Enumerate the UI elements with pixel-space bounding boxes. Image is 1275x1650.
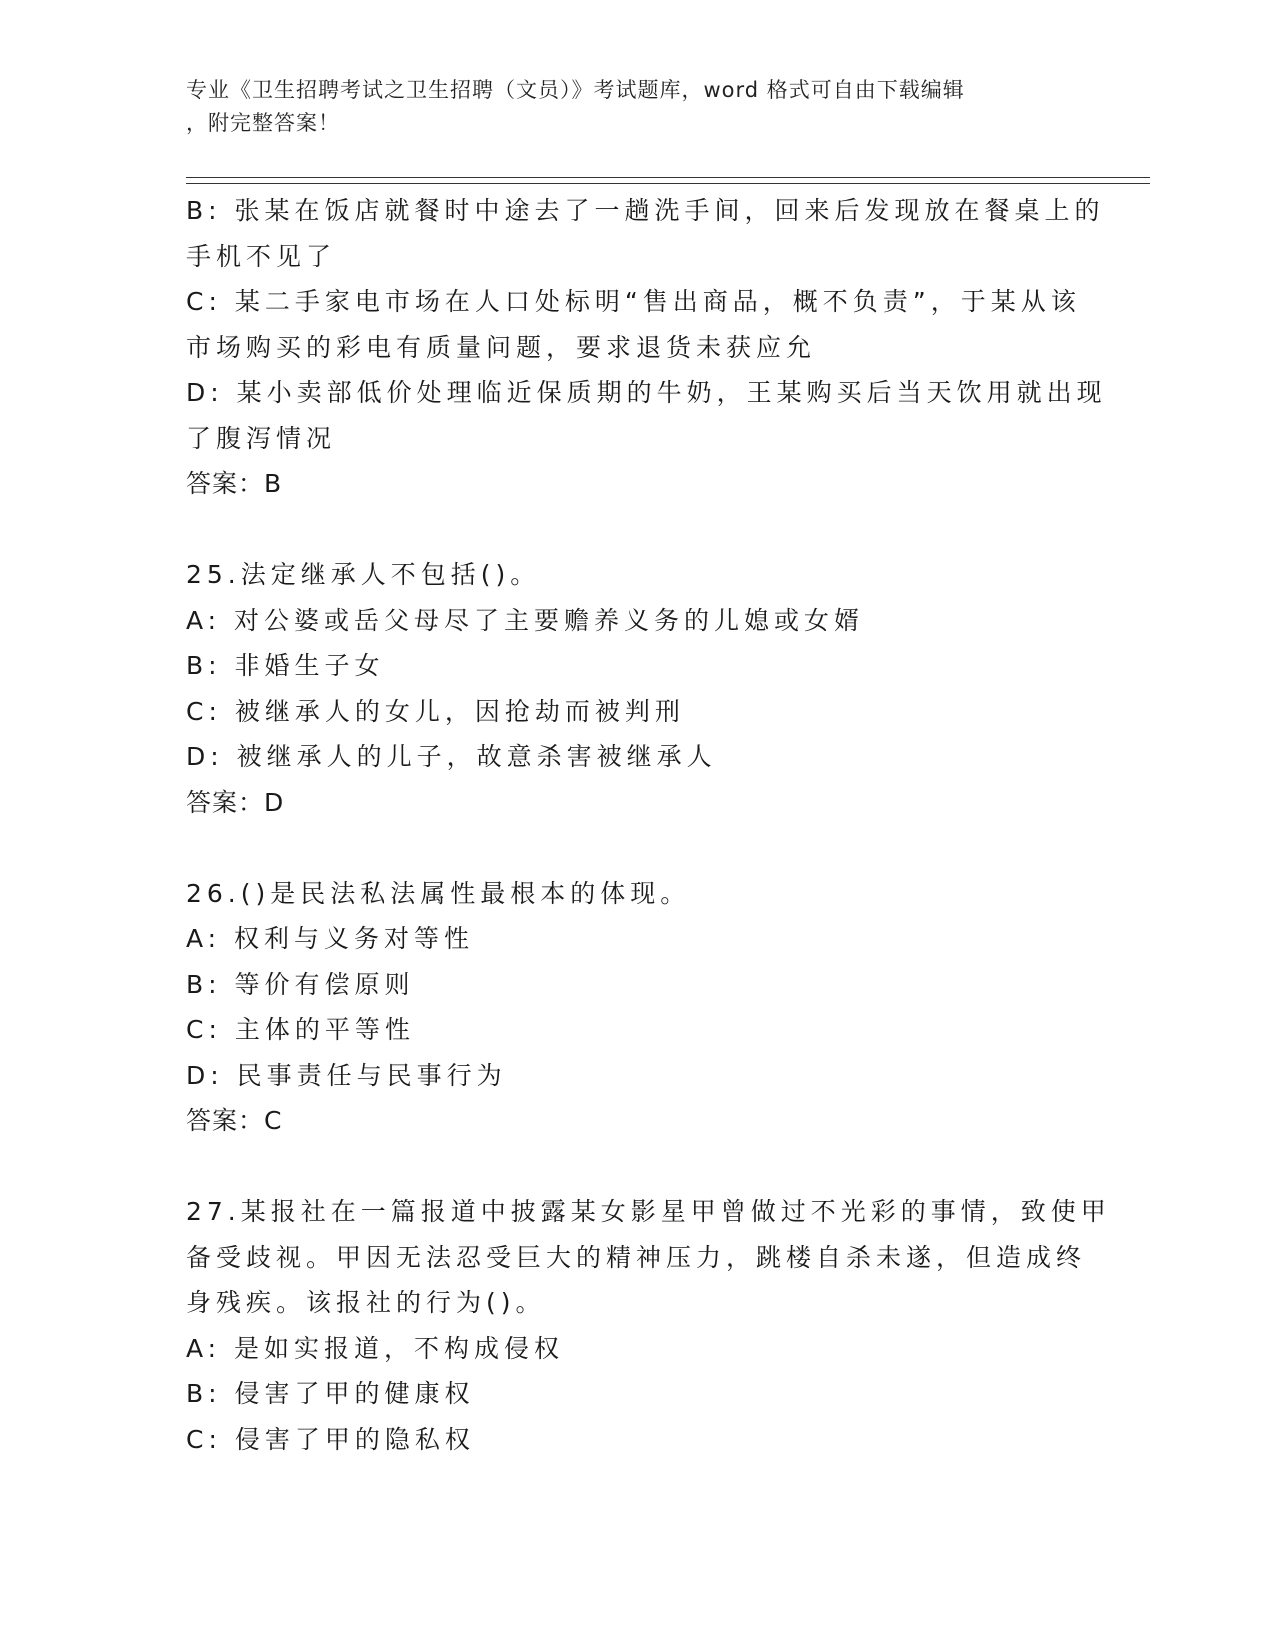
header-divider-bottom xyxy=(186,183,1150,184)
question-stem-line-1: 27.某报社在一篇报道中披露某女影星甲曾做过不光彩的事情，致使甲 xyxy=(186,1197,1111,1226)
document-body xyxy=(186,188,1111,1462)
option-b: B: 等价有偿原则 xyxy=(186,969,415,999)
question-block-prev xyxy=(186,188,1107,507)
spacer xyxy=(186,825,1086,871)
header-line-1: 专业《卫生招聘考试之卫生招聘（文员）》考试题库，word 格式可自由下载编辑 xyxy=(186,78,965,102)
option-b-line-1: B: 张某在饭店就餐时中途去了一趟洗手间，回来后发现放在餐桌上的 xyxy=(186,196,1105,225)
answer-line: 答案：D xyxy=(186,787,285,817)
option-b: B: 侵害了甲的健康权 xyxy=(186,1379,475,1408)
option-d-line-1: D: 某小卖部低价处理临近保质期的牛奶，王某购买后当天饮用就出现 xyxy=(186,378,1107,407)
option-b: B: 非婚生子女 xyxy=(186,651,385,680)
question-stem-line-2: 备受歧视。甲因无法忍受巨大的精神压力，跳楼自杀未遂，但造成终 xyxy=(186,1242,1087,1272)
option-d-line-2: 了腹泻情况 xyxy=(186,423,337,453)
option-a: A: 权利与义务对等性 xyxy=(186,924,475,953)
question-stem: 26.()是民法私法属性最根本的体现。 xyxy=(186,878,691,908)
header-divider-top xyxy=(186,177,1150,178)
question-block-25 xyxy=(186,552,1086,825)
option-d: D: 民事责任与民事行为 xyxy=(186,1060,507,1090)
header-line-2: ，附完整答案！ xyxy=(186,111,340,135)
option-b-line-2: 手机不见了 xyxy=(186,241,337,271)
question-block-26 xyxy=(186,871,1086,1144)
option-c-line-1: C: 某二手家电市场在人口处标明“售出商品，概不负责”，于某从该 xyxy=(186,287,1081,316)
option-c: C: 侵害了甲的隐私权 xyxy=(186,1424,475,1454)
option-a: A: 是如实报道，不构成侵权 xyxy=(186,1333,565,1363)
spacer xyxy=(186,507,1086,553)
option-c-line-2: 市场购买的彩电有质量问题，要求退货未获应允 xyxy=(186,332,817,362)
option-a: A: 对公婆或岳父母尽了主要赡养义务的儿媳或女婿 xyxy=(186,605,865,635)
option-c: C: 被继承人的女儿，因抢劫而被判刑 xyxy=(186,696,685,726)
question-stem: 25.法定继承人不包括()。 xyxy=(186,560,541,589)
answer-line: 答案：C xyxy=(186,1106,283,1135)
question-block-27 xyxy=(186,1189,1111,1462)
answer-line: 答案：B xyxy=(186,469,283,498)
spacer xyxy=(186,1144,1086,1190)
document-header xyxy=(186,74,1066,140)
question-stem-line-3: 身残疾。该报社的行为()。 xyxy=(186,1288,546,1317)
option-c: C: 主体的平等性 xyxy=(186,1015,415,1044)
option-d: D: 被继承人的儿子，故意杀害被继承人 xyxy=(186,742,717,771)
